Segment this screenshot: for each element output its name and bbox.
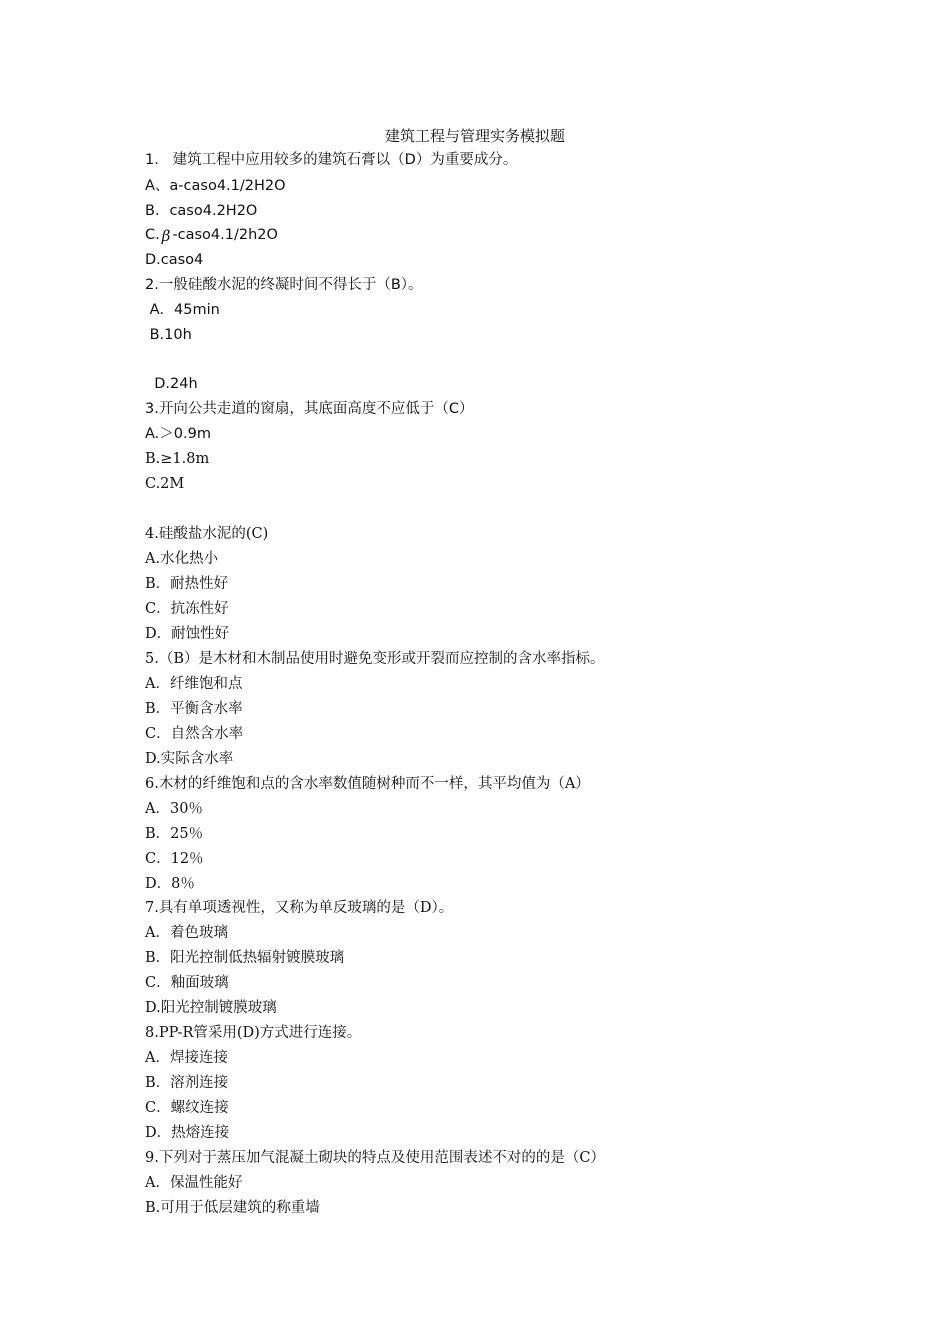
option-c-formula: -caso4.1/2h2O <box>172 227 278 243</box>
question-6: 6.木材的纤维饱和点的含水率数值随树种而不一样，其平均值为（A） <box>145 776 590 792</box>
question-1-option-c <box>145 224 278 245</box>
question-4-option-b: B．耐热性好 <box>145 576 229 592</box>
question-1-option-a: A、a-caso4.1/2H2O <box>145 178 286 194</box>
question-7: 7.具有单项透视性，又称为单反玻璃的是（D）。 <box>145 900 454 916</box>
question-9-option-b: B.可用于低层建筑的称重墙 <box>145 1200 320 1216</box>
question-4-option-a: A.水化热小 <box>145 551 219 567</box>
document-title: 建筑工程与管理实务模拟题 <box>384 127 565 145</box>
question-7-option-d: D.阳光控制镀膜玻璃 <box>145 1000 277 1016</box>
question-2: 2.一般硅酸水泥的终凝时间不得长于（B）。 <box>145 277 423 293</box>
question-7-option-b: B．阳光控制低热辐射镀膜玻璃 <box>145 950 345 966</box>
question-4-option-c: C．抗冻性好 <box>145 601 229 617</box>
beta-symbol: β <box>161 227 171 245</box>
question-8-option-d: D．热熔连接 <box>145 1125 230 1141</box>
question-6-option-c: C．12％ <box>145 851 204 867</box>
question-8: 8.PP-R管采用(D)方式进行连接。 <box>145 1025 362 1041</box>
question-5-option-c: C．自然含水率 <box>145 726 244 742</box>
question-1-option-d: D.caso4 <box>145 252 204 268</box>
question-7-option-c: C．釉面玻璃 <box>145 975 229 991</box>
question-4-option-d: D．耐蚀性好 <box>145 626 230 642</box>
question-3: 3.开向公共走道的窗扇，其底面高度不应低于（C） <box>145 401 474 417</box>
question-1: 1. 建筑工程中应用较多的建筑石膏以（D）为重要成分。 <box>145 152 518 168</box>
question-7-option-a: A．着色玻璃 <box>145 925 228 941</box>
question-6-option-b: B．25％ <box>145 826 204 842</box>
question-2-option-a: A．45min <box>145 302 220 318</box>
question-1-option-b: B．caso4.2H2O <box>145 203 258 219</box>
question-2-option-d: D.24h <box>145 376 198 392</box>
question-6-option-a: A．30％ <box>145 801 203 817</box>
question-5-option-b: B．平衡含水率 <box>145 701 243 717</box>
question-5: 5.（B）是木材和木制品使用时避免变形或开裂而应控制的含水率指标。 <box>145 651 605 667</box>
question-9: 9.下列对于蒸压加气混凝土砌块的特点及使用范围表述不对的的是（C） <box>145 1150 605 1166</box>
question-5-option-d: D.实际含水率 <box>145 751 234 767</box>
question-4: 4.硅酸盐水泥的(C) <box>145 526 269 542</box>
question-5-option-a: A．纤维饱和点 <box>145 676 243 692</box>
question-6-option-d: D．8％ <box>145 876 195 892</box>
question-3-option-c: C.2M <box>145 476 185 492</box>
question-9-option-a: A．保温性能好 <box>145 1175 243 1191</box>
question-8-option-c: C．螺纹连接 <box>145 1100 229 1116</box>
question-2-option-b: B.10h <box>145 327 192 343</box>
option-c-prefix: C. <box>145 227 160 243</box>
question-8-option-a: A．焊接连接 <box>145 1050 228 1066</box>
question-3-option-b: B.≥1.8m <box>145 451 210 467</box>
question-3-option-a: A.＞0.9m <box>145 426 211 442</box>
question-8-option-b: B．溶剂连接 <box>145 1075 229 1091</box>
